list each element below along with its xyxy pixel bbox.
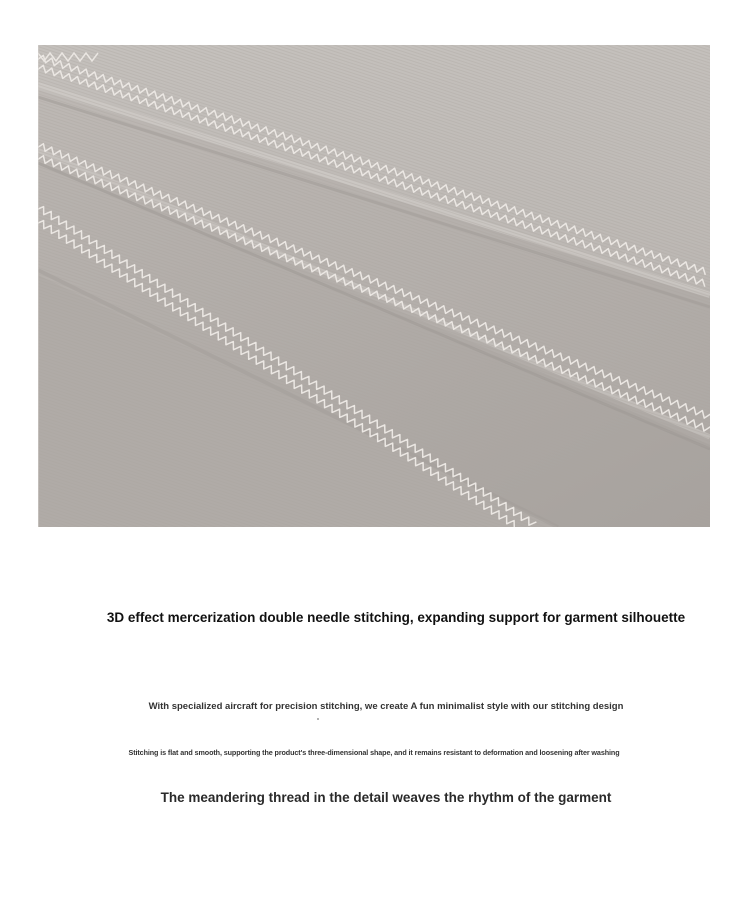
stitching-closeup-image — [38, 45, 710, 527]
headline-text: 3D effect mercerization double needle stitching, expanding support for garment silhouette — [106, 610, 686, 625]
decorative-dot — [317, 718, 319, 720]
subtext-1 — [0, 701, 750, 712]
subtext-1-text: With specialized aircraft for precision stitching, we create A fun minimalist style with our stitching design — [148, 701, 624, 712]
subtext-2 — [0, 748, 750, 757]
tagline — [0, 790, 750, 805]
subtext-2-text: Stitching is flat and smooth, supporting the product's three-dimensional shape, and it remains resistant to deformation and loosening after washing — [128, 748, 620, 757]
headline — [0, 610, 750, 625]
product-photo — [38, 45, 710, 527]
tagline-text: The meandering thread in the detail weaves the rhythm of the garment — [160, 790, 612, 805]
